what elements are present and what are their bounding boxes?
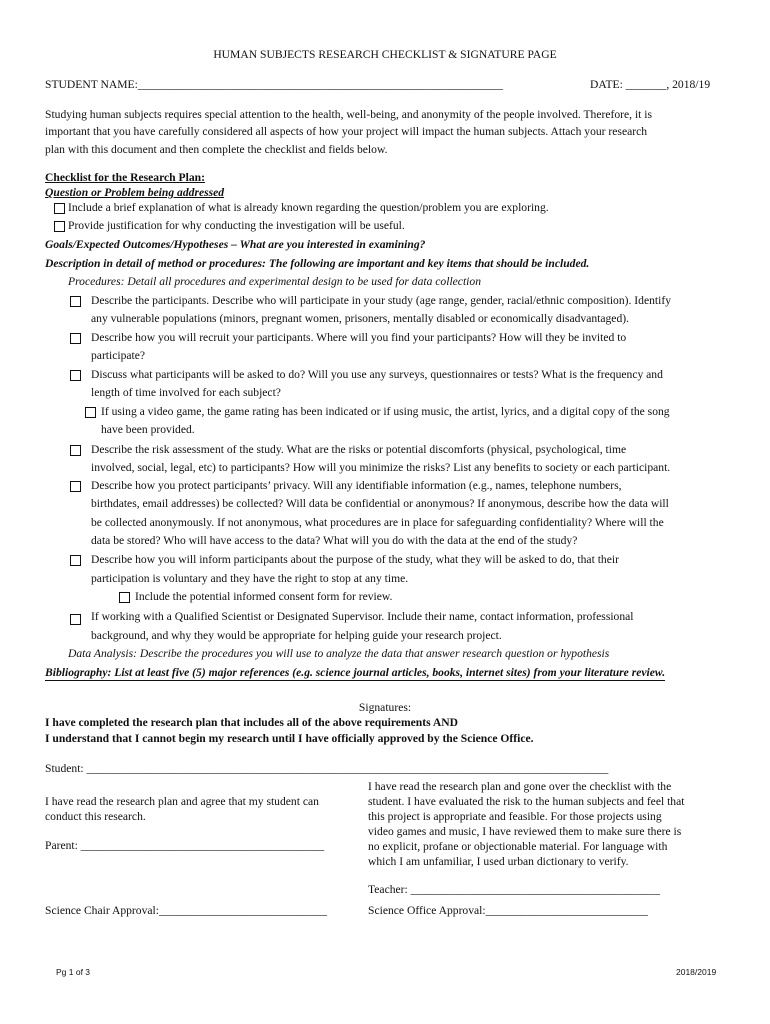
teacher-text-6: which I am unfamiliar, I used urban dictionary to verify. <box>368 855 629 868</box>
inform-line-1: Describe how you will inform participants about the purpose of the study, what they will be asked to do, that their <box>91 553 619 566</box>
science-chair-approval-line[interactable]: Science Chair Approval:_____________________________ <box>45 904 328 917</box>
parent-text-1: I have read the research plan and agree that my student can <box>45 795 319 808</box>
teacher-text-2: student. I have evaluated the risk to the human subjects and feel that <box>368 795 685 808</box>
intro-line-2: important that you have carefully considered all aspects of how your project will impact the human subjects. Attach your research <box>45 125 648 138</box>
teacher-text-1: I have read the research plan and gone over the checklist with the <box>368 780 672 793</box>
privacy-line-1: Describe how you protect participants’ privacy. Will any identifiable information (e.g., names, telephone numbers, <box>91 479 622 492</box>
checkbox-recruitment[interactable] <box>70 333 81 344</box>
teacher-signature-line[interactable]: Teacher: ___________________________________________ <box>368 883 660 896</box>
page-number: Pg 1 of 3 <box>56 967 91 977</box>
checkbox-privacy[interactable] <box>70 481 81 492</box>
risk-line-1: Describe the risk assessment of the study. What are the risks or potential discomforts (physical, psychological, time <box>91 443 627 456</box>
checkbox-inform-participants[interactable] <box>70 555 81 566</box>
tasks-line-1: Discuss what participants will be asked to do? Will you use any surveys, questionnaires or tests? What is the frequency and <box>91 368 663 381</box>
statement-1: I have completed the research plan that includes all of the above requirements AND <box>45 716 458 729</box>
student-name-field[interactable]: STUDENT NAME:_______________________________________________________________ <box>45 78 504 91</box>
footer-year: 2018/2019 <box>676 967 717 977</box>
parent-signature-line[interactable]: Parent: __________________________________________ <box>45 839 325 852</box>
checklist-heading: Checklist for the Research Plan: <box>45 171 205 184</box>
scientist-line-1: If working with a Qualified Scientist or Designated Supervisor. Include their name, contact information, professional <box>91 610 634 623</box>
checkbox-consent-form[interactable] <box>119 592 130 603</box>
checkbox-video-game-music[interactable] <box>85 407 96 418</box>
recruitment-line-1: Describe how you will recruit your participants. Where will you find your participants? How will they be invited to <box>91 331 627 344</box>
consent-form-text: Include the potential informed consent form for review. <box>135 590 393 603</box>
scientist-line-2: background, and why they would be appropriate for helping guide your research project. <box>91 629 502 642</box>
checkbox-participants[interactable] <box>70 296 81 307</box>
privacy-line-4: data be stored? Who will have access to the data? What will you do with the data at the end of the study? <box>91 534 578 547</box>
question-heading: Question or Problem being addressed <box>45 186 225 199</box>
video-game-line-2: have been provided. <box>101 423 195 436</box>
teacher-text-5: no explicit, profane or objectionable material. For language with <box>368 840 668 853</box>
intro-line-1: Studying human subjects requires special attention to the health, well-being, and anonymity of the people involved. Therefore, it is <box>45 108 653 121</box>
participants-line-1: Describe the participants. Describe who will participate in your study (age range, gender, racial/ethnic composition). Identify <box>91 294 671 307</box>
checkbox-participant-tasks[interactable] <box>70 370 81 381</box>
goals-heading: Goals/Expected Outcomes/Hypotheses – What are you interested in examining? <box>45 238 426 251</box>
date-field[interactable]: DATE: _______, 2018/19 <box>590 78 711 91</box>
checkbox-q-item-1[interactable] <box>54 203 65 214</box>
participants-line-2: any vulnerable populations (minors, pregnant women, prisoners, mentally disabled or economically disadvantaged). <box>91 312 629 325</box>
bibliography-text: Bibliography: List at least five (5) major references (e.g. science journal articles, books, internet sites) from your literature review. <box>45 666 666 679</box>
q-item-2-text: Provide justification for why conducting the investigation will be useful. <box>68 219 405 232</box>
science-office-approval-line[interactable]: Science Office Approval:____________________________ <box>368 904 648 917</box>
page-title: HUMAN SUBJECTS RESEARCH CHECKLIST & SIGNATURE PAGE <box>213 48 557 61</box>
procedures-heading: Procedures: Detail all procedures and experimental design to be used for data collection <box>68 275 481 288</box>
tasks-line-2: length of time involved for each subject? <box>91 386 281 399</box>
privacy-line-2: birthdates, email addresses) be collected? Will data be confidential or anonymous? If anonymous, describe how the data will <box>91 497 669 510</box>
signatures-heading: Signatures: <box>358 701 412 714</box>
video-game-line-1: If using a video game, the game rating has been indicated or if using music, the artist, lyrics, and a digital copy of the song <box>101 405 670 418</box>
recruitment-line-2: participate? <box>91 349 146 362</box>
teacher-text-4: video games and music, I have reviewed them to make sure there is <box>368 825 682 838</box>
student-signature-line[interactable]: Student: __________________________________________________________________________________________ <box>45 762 609 775</box>
q-item-1-text: Include a brief explanation of what is already known regarding the question/problem you are exploring. <box>68 201 549 214</box>
risk-line-2: involved, social, legal, etc) to participants? How will you minimize the risks? List any benefits to society or each participant. <box>91 461 671 474</box>
data-analysis-text: Data Analysis: Describe the procedures you will use to analyze the data that answer research question or hypothesis <box>68 647 610 660</box>
intro-line-3: plan with this document and then complete the checklist and fields below. <box>45 143 388 156</box>
checkbox-q-item-2[interactable] <box>54 221 65 232</box>
inform-line-2: participation is voluntary and they have the right to stop at any time. <box>91 572 409 585</box>
checkbox-qualified-scientist[interactable] <box>70 614 81 625</box>
checkbox-risk-assessment[interactable] <box>70 445 81 456</box>
privacy-line-3: be collected anonymously. If not anonymous, what procedures are in place for safeguarding confidentiality? Where will the <box>91 516 664 529</box>
statement-2: I understand that I cannot begin my research until I have officially approved by the Science Office. <box>45 732 534 745</box>
description-heading: Description in detail of method or procedures: The following are important and key items that should be included. <box>45 257 590 270</box>
teacher-text-3: this project is appropriate and feasible. For those projects using <box>368 810 662 823</box>
parent-text-2: conduct this research. <box>45 810 146 823</box>
